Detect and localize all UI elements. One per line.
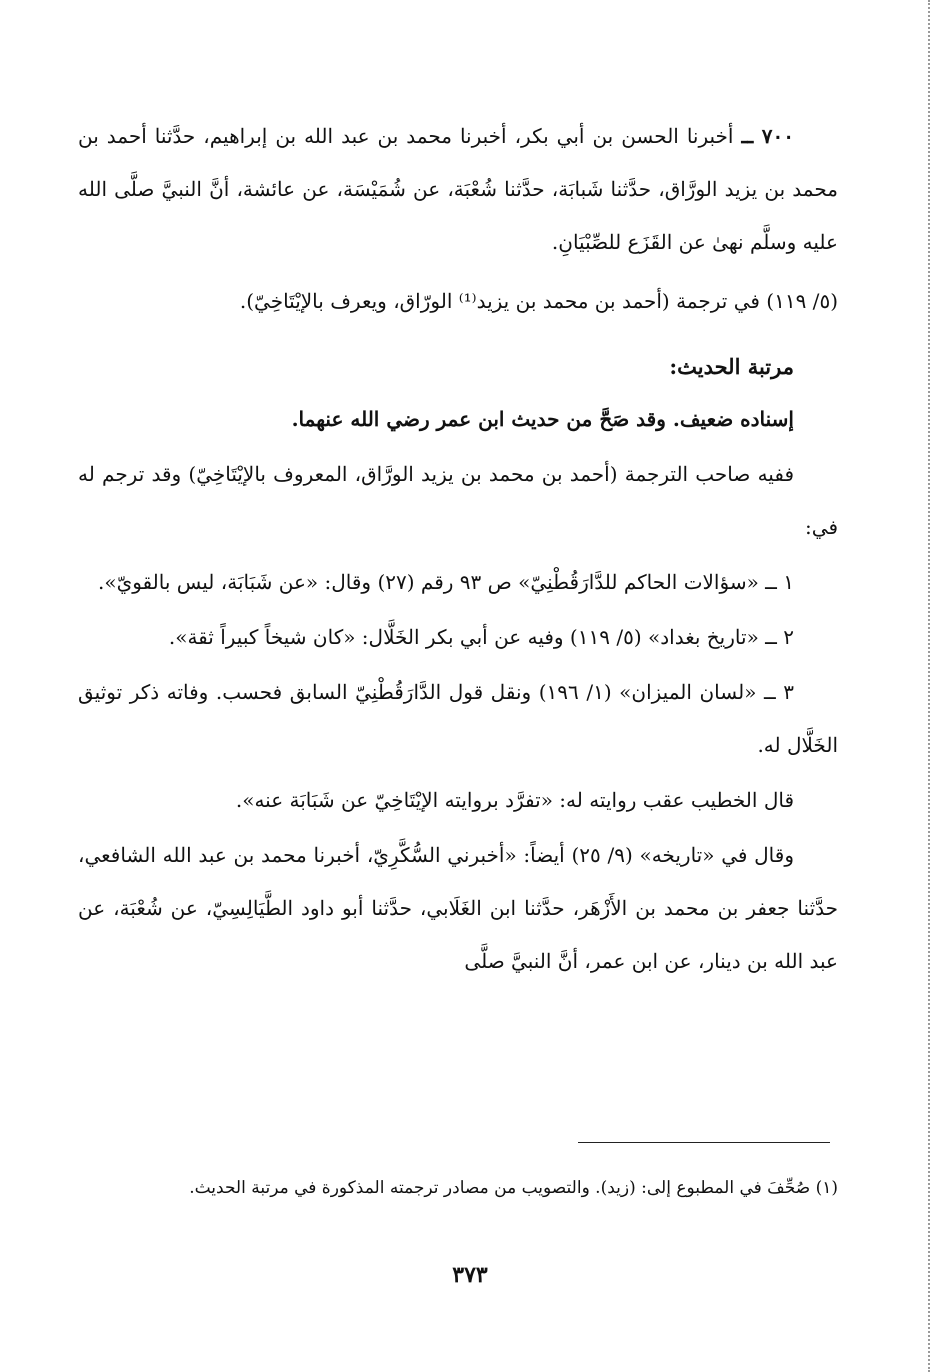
hadith-text: أخبرنا الحسن بن أبي بكر، أخبرنا محمد بن عبد الله بن إبراهيم، حدَّثنا أحمد بن محمد بن يزيد الورَّاق، حدَّثنا شَبابَة، حدَّثنا شُعْبَة، عن شُمَيْسَة، عن عائشة، أنَّ النبيَّ صلَّى الله عليه وسلَّم نهىٰ عن القَزَع للصِّبْيَانِ. bbox=[78, 124, 838, 254]
source-line: (٥/ ١١٩) في ترجمة (أحمد بن محمد بن يزيد⁽¹⁾ الورّاق، ويعرف بالإيْتَاخِيّ). bbox=[239, 289, 838, 313]
paragraph-source-1: ١ ــ «سؤالات الحاكم للدَّارَقُطْنِيّ» ص ٩٣ رقم (٢٧) وقال: «عن شَبَابَة، ليس بالقويّ». bbox=[97, 570, 794, 594]
paragraph-khatib-remark: قال الخطيب عقب روايته له: «تفرَّد بروايته الإيْتَاخِيّ عن شَبَابَة عنه». bbox=[235, 788, 794, 812]
hadith-paragraph bbox=[78, 110, 838, 269]
hadith-number: ٧٠٠ ــ bbox=[741, 124, 795, 148]
footnote-separator bbox=[578, 1142, 830, 1143]
paragraph-source-2: ٢ ــ «تاريخ بغداد» (٥/ ١١٩) وفيه عن أبي بكر الخَلَّال: «كان شيخاً كبيراً ثقة». bbox=[168, 625, 794, 649]
grade-statement: إسناده ضعيف. وقد صَحَّ من حديث ابن عمر رضي الله عنهما. bbox=[291, 407, 794, 431]
footnote: (١) صُحِّفَ في المطبوع إلى: (زيد). والتصويب من مصادر ترجمته المذكورة في مرتبة الحديث. bbox=[189, 1178, 838, 1198]
page-edge-dotted-line bbox=[928, 0, 930, 1372]
main-text bbox=[78, 110, 838, 988]
section-heading: مرتبة الحديث: bbox=[669, 354, 794, 379]
page-number: ٣٧٣ bbox=[452, 1262, 488, 1288]
paragraph-source-3: ٣ ــ «لسان الميزان» (١/ ١٩٦) ونقل قول الدَّارَقُطْنِيّ السابق فحسب. وفاته ذكر توثيق الخَلَّال له. bbox=[78, 680, 838, 757]
paragraph-second-chain: وقال في «تاريخه» (٩/ ٢٥) أيضاً: «أخبرني السُّكَّرِيّ، أخبرنا محمد بن عبد الله الشافعي، حدَّثنا جعفر بن محمد بن الأَزْهَر، حدَّثنا ابن الغَلَابي، حدَّثنا أبو داود الطَّيَالِسِيّ، عن شُعْبَة، عن عبد الله بن دينار، عن ابن عمر، أنَّ النبيَّ صلَّى bbox=[78, 843, 838, 973]
paragraph-translator: ففيه صاحب الترجمة (أحمد بن محمد بن يزيد الورَّاق، المعروف بالإيْتَاخِيّ) وقد ترجم له في: bbox=[78, 462, 838, 539]
